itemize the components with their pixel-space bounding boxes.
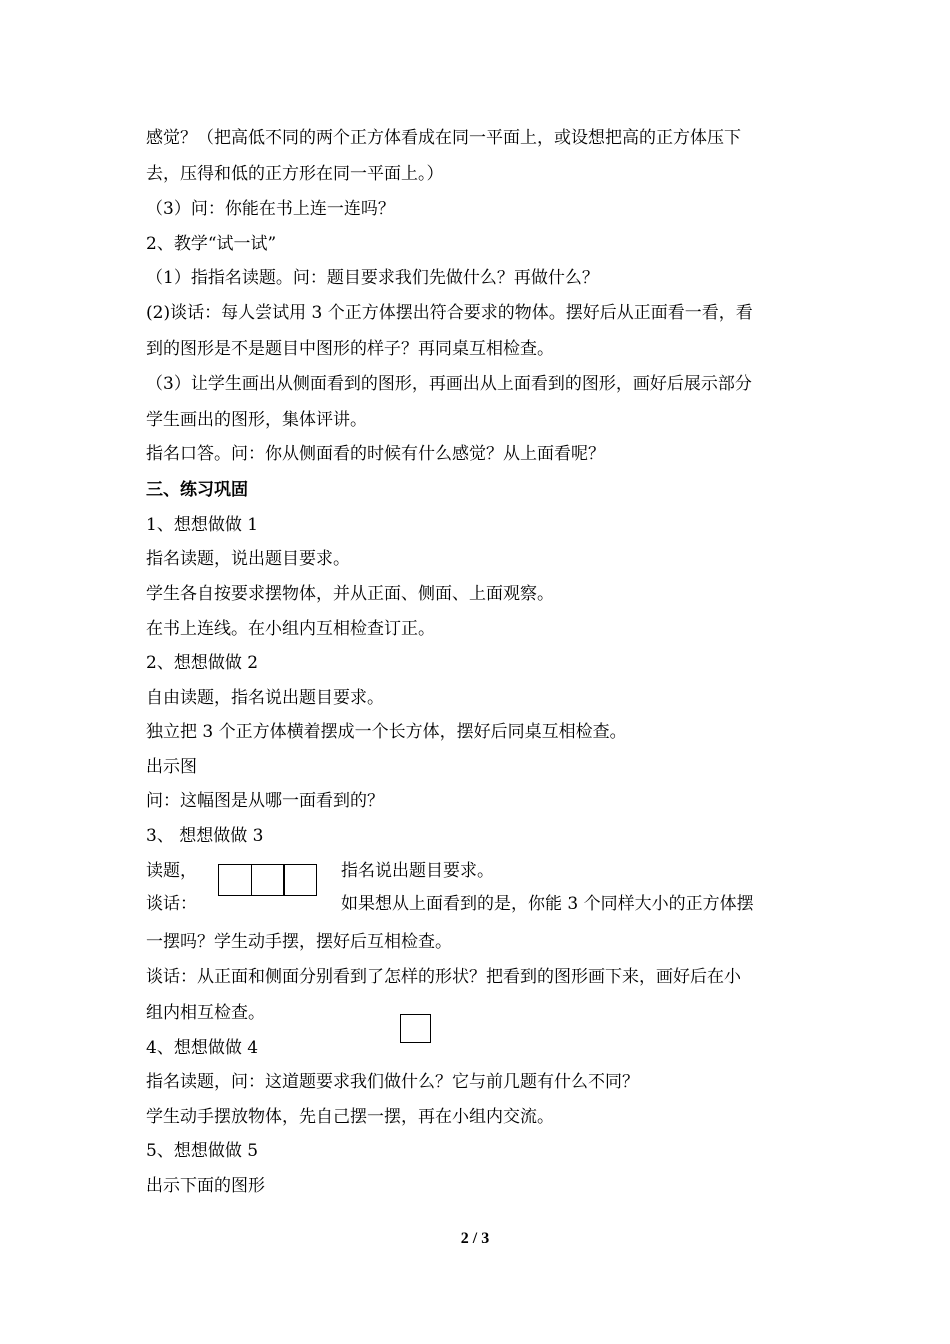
text-line: 学生各自按要求摆物体，并从正面、侧面、上面观察。 bbox=[146, 584, 554, 604]
text-line: 指名说出题目要求。 bbox=[341, 861, 494, 881]
square-cell bbox=[218, 864, 252, 896]
text-line: 出示图 bbox=[146, 757, 197, 777]
text-line: 谈话： bbox=[146, 894, 197, 914]
square-cell bbox=[283, 864, 317, 896]
text-line: 指名口答。问：你从侧面看的时候有什么感觉？从上面看呢？ bbox=[146, 444, 605, 464]
text-line: 5、想想做做 5 bbox=[146, 1141, 259, 1161]
text-line: 读题， bbox=[146, 861, 197, 881]
text-line: 一摆吗？学生动手摆，摆好后互相检查。 bbox=[146, 932, 452, 952]
text-line: 到的图形是不是题目中图形的样子？再同桌互相检查。 bbox=[146, 339, 554, 359]
text-line: 学生动手摆放物体，先自己摆一摆，再在小组内交流。 bbox=[146, 1107, 554, 1127]
text-line: 如果想从上面看到的是，你能 3 个同样大小的正方体摆 bbox=[341, 894, 754, 914]
text-line: （3）让学生画出从侧面看到的图形，再画出从上面看到的图形，画好后展示部分 bbox=[146, 374, 752, 394]
text-line: 问：这幅图是从哪一面看到的？ bbox=[146, 791, 384, 811]
text-line: 独立把 3 个正方体横着摆成一个长方体，摆好后同桌互相检查。 bbox=[146, 722, 627, 742]
three-squares-figure bbox=[218, 864, 317, 896]
text-line: 在书上连线。在小组内互相检查订正。 bbox=[146, 619, 435, 639]
text-line: 谈话：从正面和侧面分别看到了怎样的形状？把看到的图形画下来，画好后在小 bbox=[146, 967, 741, 987]
text-line: 组内相互检查。 bbox=[146, 1003, 265, 1023]
text-line: 2、教学“试一试” bbox=[146, 234, 277, 254]
text-line: 指名读题，问：这道题要求我们做什么？它与前几题有什么不同？ bbox=[146, 1072, 639, 1092]
text-line: 出示下面的图形 bbox=[146, 1176, 265, 1196]
text-line: 4、想想做做 4 bbox=[146, 1038, 259, 1058]
text-line: 自由读题，指名说出题目要求。 bbox=[146, 688, 384, 708]
page-number: 2 / 3 bbox=[460, 1230, 490, 1247]
text-line: (2)谈话：每人尝试用 3 个正方体摆出符合要求的物体。摆好后从正面看一看，看 bbox=[146, 303, 753, 323]
text-line: 去，压得和低的正方形在同一平面上。） bbox=[146, 164, 444, 184]
text-line: 感觉？（把高低不同的两个正方体看成在同一平面上，或设想把高的正方体压下 bbox=[146, 128, 741, 148]
text-line: 指名读题，说出题目要求。 bbox=[146, 549, 350, 569]
text-line: 1、想想做做 1 bbox=[146, 515, 259, 535]
text-line: 2、想想做做 2 bbox=[146, 653, 259, 673]
text-line: 3、 想想做做 3 bbox=[146, 826, 264, 846]
text-line: （3）问：你能在书上连一连吗？ bbox=[146, 199, 395, 219]
section-heading: 三、练习巩固 bbox=[146, 480, 248, 500]
single-square-figure bbox=[400, 1014, 431, 1043]
square-cell bbox=[251, 864, 285, 896]
text-line: （1）指指名读题。问：题目要求我们先做什么？再做什么？ bbox=[146, 268, 599, 288]
text-line: 学生画出的图形，集体评讲。 bbox=[146, 410, 367, 430]
